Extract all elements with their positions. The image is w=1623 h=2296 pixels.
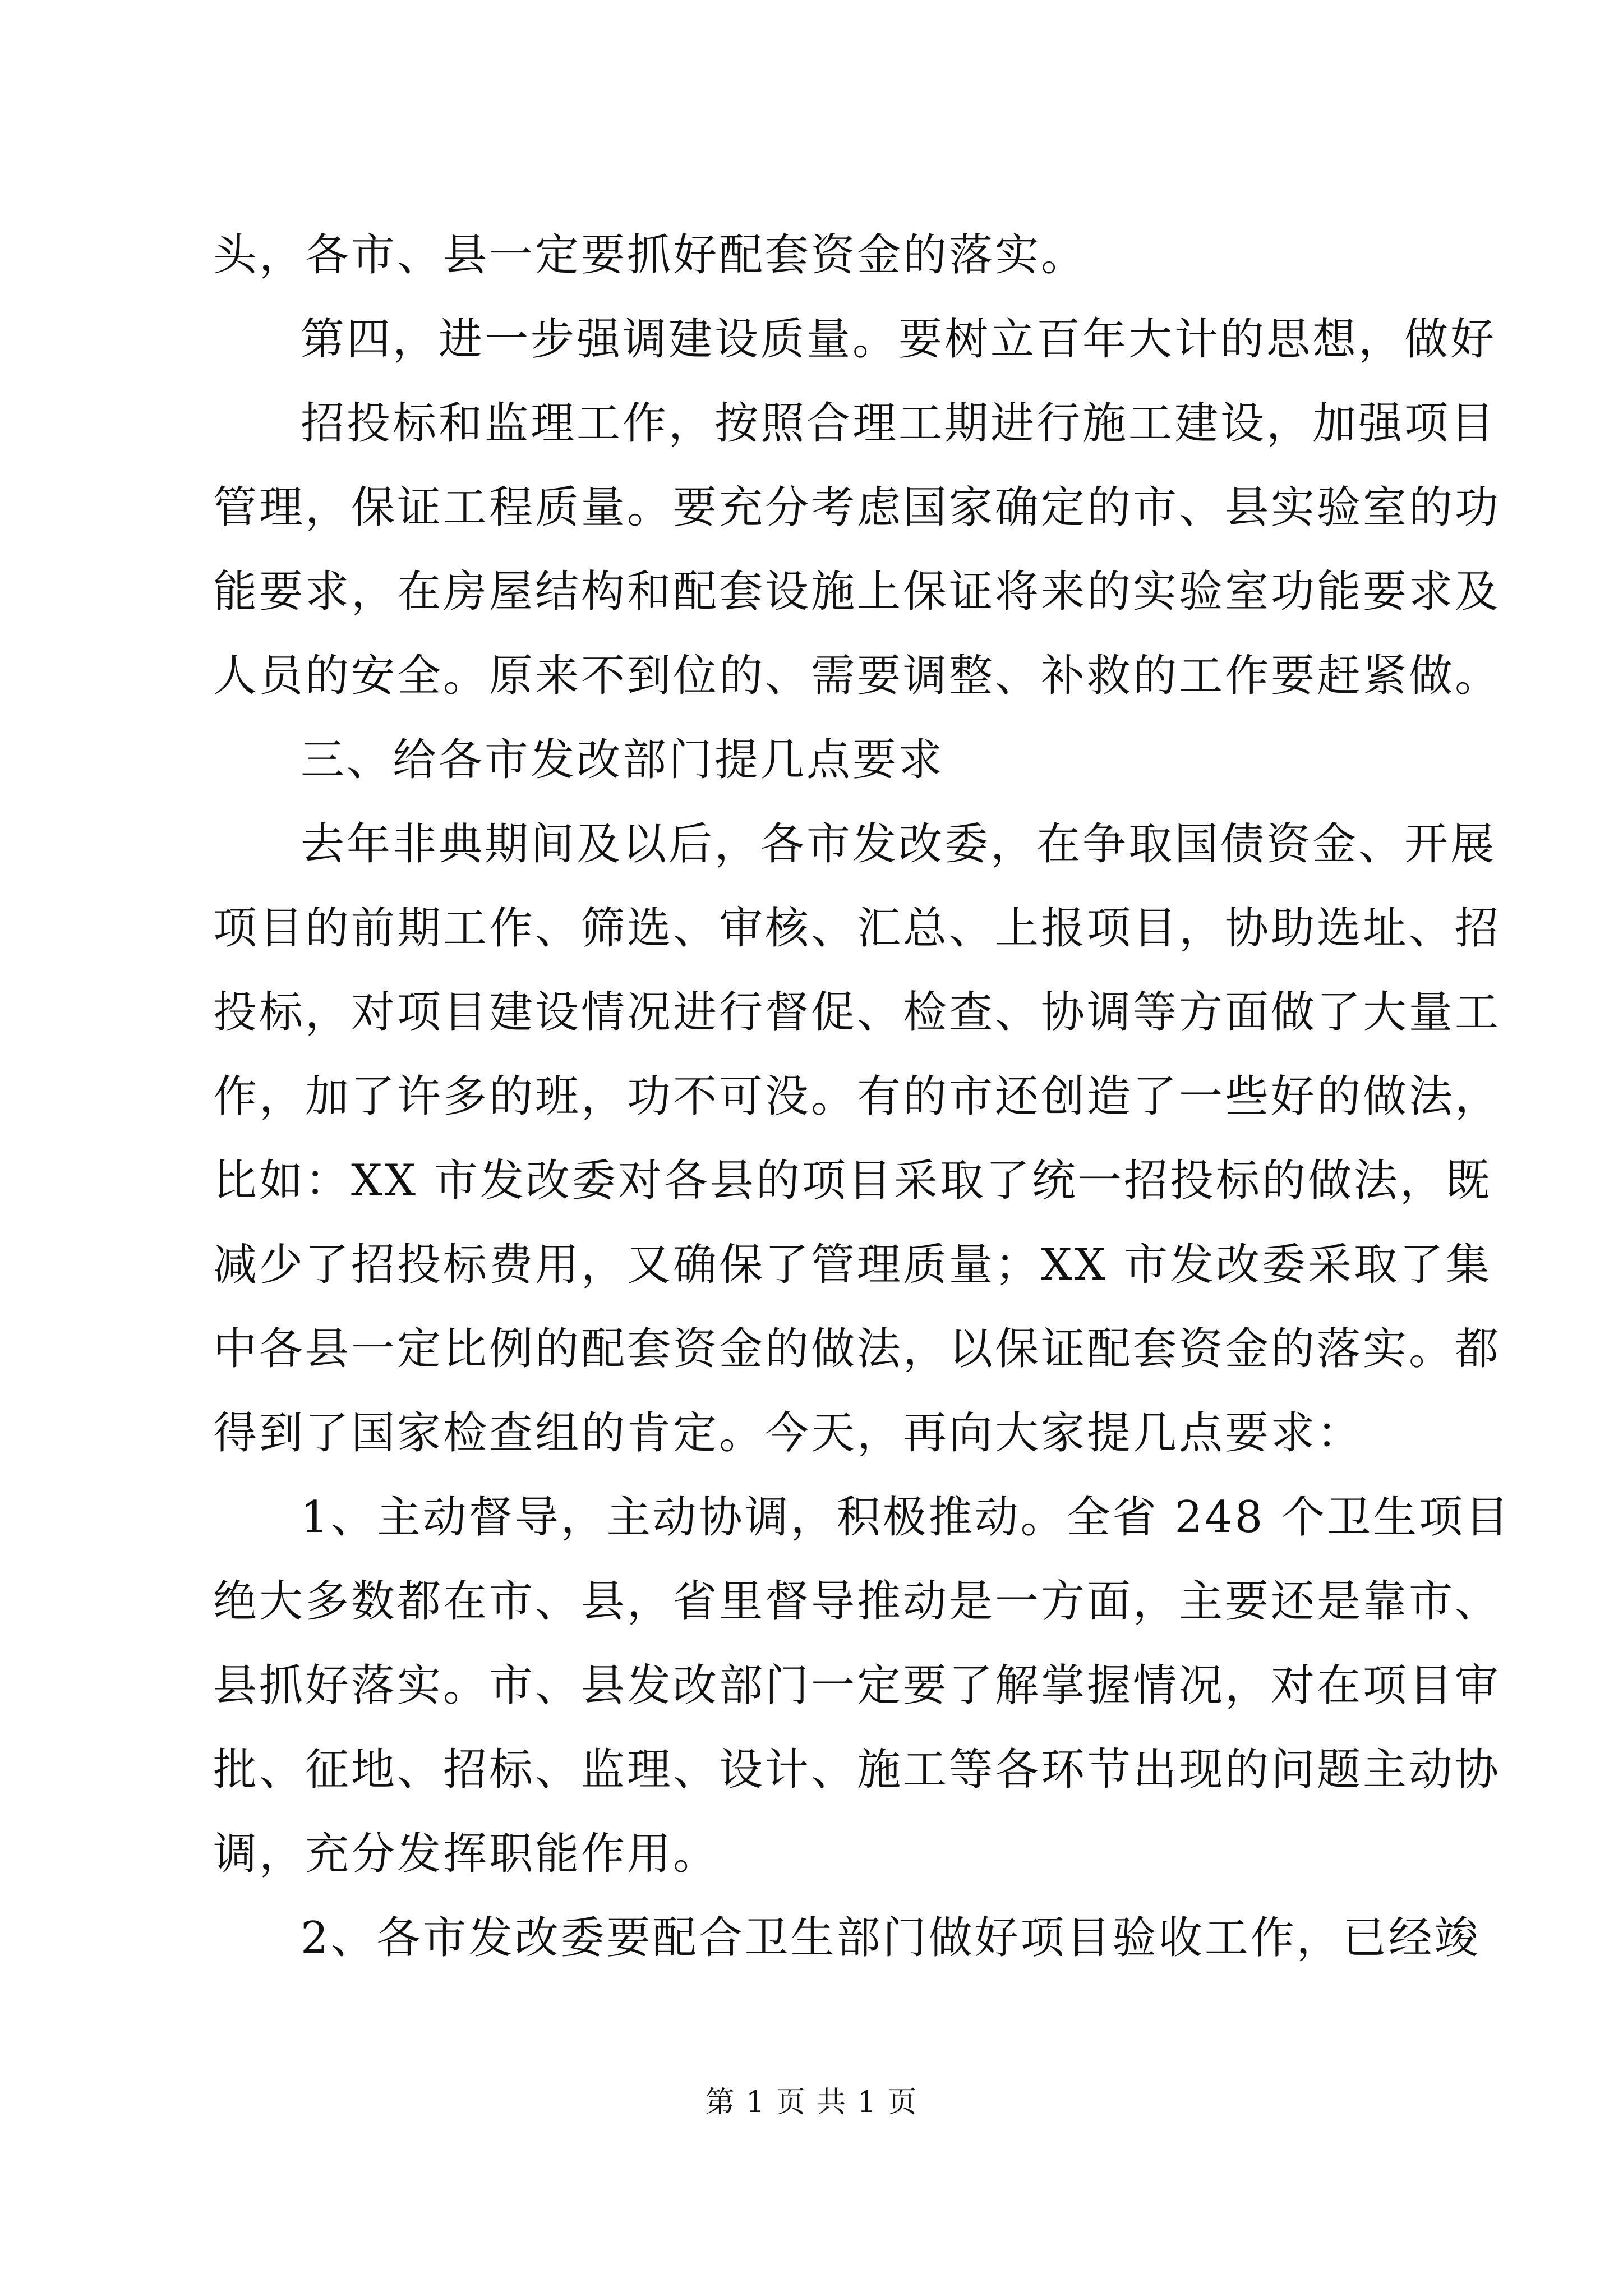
text-line: 调，充分发挥职能作用。 [213,1829,720,1879]
text-line: 投标，对项目建设情况进行督促、检查、协调等方面做了大量工 [213,987,1501,1038]
text-line: 第四，进一步强调建设质量。要树立百年大计的思想，做好 [301,314,1497,365]
text-line: 减少了招投标费用，又确保了管理质量；XX 市发改委采取了集 [213,1240,1492,1290]
text-line: 作，加了许多的班，功不可没。有的市还创造了一些好的做法， [213,1071,1501,1122]
text-line: 人员的安全。原来不到位的、需要调整、补救的工作要赶紧做。 [213,651,1501,701]
text-line: 2、各市发改委要配合卫生部门做好项目验收工作，已经竣 [301,1913,1481,1963]
section-heading: 三、给各市发改部门提几点要求 [301,735,945,785]
text-line: 管理，保证工程质量。要充分考虑国家确定的市、县实验室的功 [213,482,1501,533]
text-line: 项目的前期工作、筛选、审核、汇总、上报项目，协助选址、招 [213,903,1501,954]
text-line: 得到了国家检查组的肯定。今天，再向大家提几点要求： [213,1408,1363,1458]
page-footer: 第 1 页 共 1 页 [705,2086,918,2119]
text-line: 头，各市、县一定要抓好配套资金的落实。 [213,230,1087,280]
text-line: 去年非典期间及以后，各市发改委，在争取国债资金、开展 [301,819,1497,869]
text-line: 批、征地、招标、监理、设计、施工等各环节出现的问题主动协 [213,1745,1501,1795]
text-line: 能要求，在房屋结构和配套设施上保证将来的实验室功能要求及 [213,567,1501,617]
text-line: 县抓好落实。市、县发改部门一定要了解掌握情况，对在项目审 [213,1660,1501,1711]
text-line: 中各县一定比例的配套资金的做法，以保证配套资金的落实。都 [213,1324,1501,1374]
text-line: 招投标和监理工作，按照合理工期进行施工建设，加强项目 [301,398,1497,449]
text-line: 比如：XX 市发改委对各县的项目采取了统一招投标的做法，既 [213,1156,1492,1206]
text-line: 1、主动督导，主动协调，积极推动。全省 248 个卫生项目 [301,1492,1511,1543]
text-line: 绝大多数都在市、县，省里督导推动是一方面，主要还是靠市、 [213,1576,1501,1627]
